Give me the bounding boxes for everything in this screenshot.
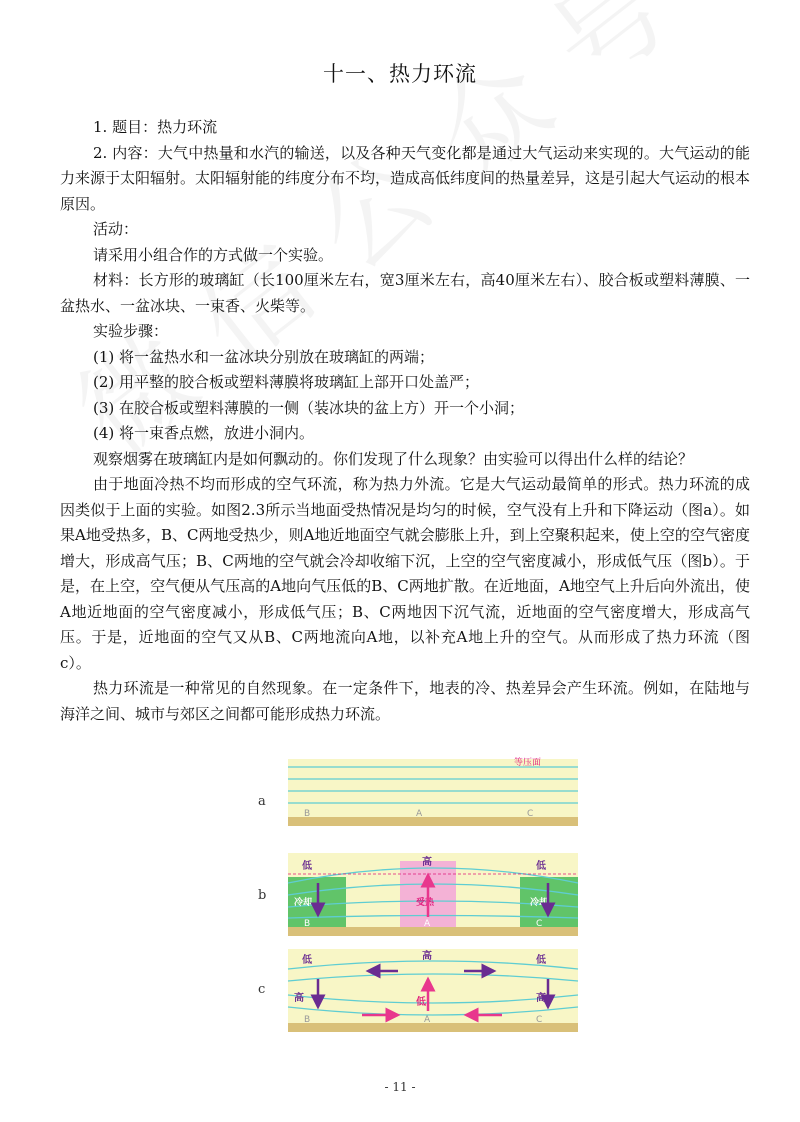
paragraph: 请采用小组合作的方式做一个实验。	[93, 245, 334, 264]
ground-label-c: C	[527, 809, 534, 819]
paragraph: 由于地面冷热不均而形成的空气环流，称为热力外流。它是大气运动最简单的形式。热力环流的成因类似于上面的实验。如图2.3所示当地面受热情况是均匀的时候，空气没有上升和下降运动（图a）。如果A地受热多，B、C两地受热少，则A地近地面空气就会膨胀上升，到上空聚积起来，使上空的空气密度增大，形成高气压；B、C两地的空气就会冷却收缩下沉，上空的空气密度减小，形成低气压（图b）。于是，在上空，空气便从气压高的A地向气压低的B、C两地扩散。在近地面，A地空气上升后向外流出，使A地近地面的空气密度减小，形成低气压；B、C两地因下沉气流，近地面的空气密度增大，形成高气压。于是，近地面的空气又从B、C两地流向A地，以补充A地上升的空气。从而形成了热力环流（图c）。	[60, 475, 750, 672]
ground-label-a: A	[424, 919, 431, 929]
label-lower-high-right: 高	[536, 993, 546, 1004]
paragraph: (3) 在胶合板或塑料薄膜的一侧（装冰块的盆上方）开一个小洞；	[93, 398, 525, 417]
panel-b-label: b	[258, 888, 267, 903]
paragraph: 材料：长方形的玻璃缸（长100厘米左右，宽3厘米左右，高40厘米左右）、胶合板或塑料薄膜、一盆热水、一盆冰块、一束香、火柴等。	[60, 271, 750, 315]
label-upper-high-mid: 高	[422, 951, 432, 962]
panel-c-label: c	[258, 982, 266, 997]
page-title: 十一、热力环流	[323, 62, 477, 86]
ground-label-c: C	[536, 1015, 543, 1025]
paragraph: 1. 题目：热力环流	[93, 118, 218, 136]
isobar-label: 等压面	[514, 758, 542, 768]
page-number: - 11 -	[384, 1080, 416, 1094]
ground-label-a: A	[416, 809, 423, 819]
body-text	[60, 115, 750, 727]
label-lower-high-left: 高	[294, 993, 304, 1004]
paragraph: 观察烟雾在玻璃缸内是如何飘动的。你们发现了什么现象？由实验可以得出什么样的结论？	[93, 449, 694, 468]
thermal-circulation-figure	[252, 757, 582, 1040]
panel-a	[258, 757, 578, 826]
label-cool-right: 冷却	[530, 898, 549, 908]
panel-b	[258, 853, 578, 936]
paragraph: 实验步骤：	[93, 322, 169, 340]
label-heat-mid: 受热	[416, 898, 435, 908]
paragraph: (1) 将一盆热水和一盆冰块分别放在玻璃缸的两端；	[93, 347, 435, 366]
ground-label-b: B	[304, 1015, 311, 1025]
label-high-mid: 高	[422, 857, 432, 868]
label-upper-low-left: 低	[302, 955, 312, 966]
paragraph: 活动：	[93, 220, 139, 238]
label-cool-left: 冷却	[294, 898, 313, 908]
label-low-left: 低	[302, 861, 312, 872]
ground-label-b: B	[304, 919, 311, 929]
label-low-right: 低	[536, 861, 546, 872]
panel-a-label: a	[258, 794, 266, 809]
paragraph: (4) 将一束香点燃，放进小洞内。	[93, 424, 315, 442]
ground-label-b: B	[304, 809, 311, 819]
paragraph: 2. 内容：大气中热量和水汽的输送，以及各种天气变化都是通过大气运动来实现的。大气运动的能力来源于太阳辐射。太阳辐射能的纬度分布不均，造成高低纬度间的热量差异，这是引起大气运动的根本原因。	[60, 143, 751, 213]
label-lower-low-mid: 低	[416, 997, 426, 1008]
label-upper-low-right: 低	[536, 955, 546, 966]
ground-label-c: C	[536, 919, 543, 929]
paragraph: 热力环流是一种常见的自然现象。在一定条件下，地表的冷、热差异会产生环流。例如，在陆地与海洋之间、城市与郊区之间都可能形成热力环流。	[60, 679, 750, 723]
ground-label-a: A	[424, 1015, 431, 1025]
panel-c	[258, 949, 578, 1032]
paragraph: (2) 用平整的胶合板或塑料薄膜将玻璃缸上部开口处盖严；	[93, 373, 480, 391]
